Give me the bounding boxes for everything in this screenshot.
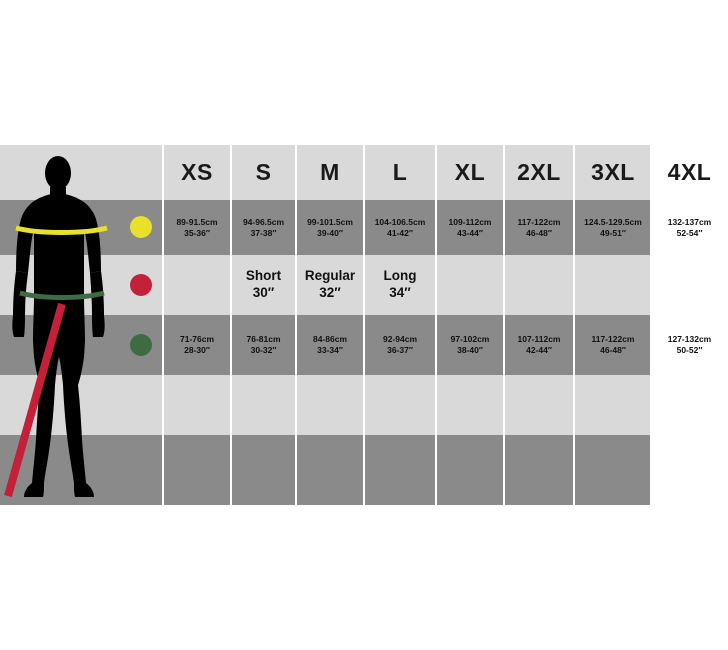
chest-cm-3xl: 124.5-129.5cm [584,216,642,227]
leg-cell-l [365,255,435,315]
leg-value-s: 30″ [252,285,275,300]
size-chart [0,145,712,505]
chest-cell-s [232,200,295,255]
chest-cm-xl: 109-112cm [448,216,492,227]
waist-cell-l [365,315,435,375]
waist-in-m: 33-34″ [317,345,343,355]
waist-cm-3xl: 117-122cm [591,334,635,345]
waist-cm-xl: 97-102cm [450,334,490,345]
size-header-s: S [255,159,272,185]
chest-cell-4xl [653,200,726,255]
leg-cell-2xl [505,255,573,315]
size-header-m: M [320,159,340,185]
size-column-2xl [503,145,573,505]
leg-cell-3xl [575,255,651,315]
waist-in-l: 36-37″ [387,345,413,355]
waist-in-xs: 28-30″ [184,345,210,355]
waist-cm-l: 92-94cm [382,334,418,345]
leg-value-m: 32″ [319,285,341,300]
waist-cm-m: 84-86cm [312,334,348,345]
leg-label-l: Long [383,268,417,284]
chest-cm-s: 94-96.5cm [242,216,285,227]
waist-cm-s: 76-81cm [246,334,281,345]
chest-cell-xs [164,200,230,255]
size-column-3xl [573,145,651,505]
chest-in-3xl: 49-51″ [600,227,626,238]
waist-measure-line [18,286,106,295]
chest-cell-xl [437,200,503,255]
waist-in-s: 30-32″ [250,345,277,355]
waist-in-3xl: 46-48″ [600,345,626,355]
chest-cm-m: 99-101.5cm [307,216,353,227]
waist-cm-4xl: 127-132cm [667,334,712,345]
leg-cell-xl [437,255,503,315]
inside-leg-measure-line [0,300,70,500]
leg-cell-s [232,255,295,315]
leg-label-m: Regular [304,268,356,284]
size-column-m [295,145,363,505]
size-header-2xl: 2XL [517,159,561,185]
waist-cell-m [297,315,363,375]
waist-cell-xl [437,315,503,375]
chest-cell-3xl [575,200,651,255]
waist-cell-s [232,315,295,375]
chest-in-4xl: 52-54″ [676,227,703,238]
waist-in-4xl: 50-52″ [676,345,703,355]
leg-label-s: Short [245,268,282,284]
size-column-xs [162,145,230,505]
leg-cell-4xl [653,255,726,315]
chest-cell-l [365,200,435,255]
waist-cm-xs: 71-76cm [179,334,215,345]
size-column-s [230,145,295,505]
waist-in-2xl: 42-44″ [526,345,552,355]
chest-cell-2xl [505,200,573,255]
waist-cm-2xl: 107-112cm [517,334,561,345]
size-column-xl [435,145,503,505]
chest-cell-m [297,200,363,255]
waist-cell-xs [164,315,230,375]
leg-cell-xs [164,255,230,315]
chest-cm-4xl: 132-137cm [667,216,712,227]
chest-in-2xl: 46-48″ [526,227,552,238]
chest-in-l: 41-42″ [387,227,413,238]
chest-in-xl: 43-44″ [457,227,483,238]
waist-cell-2xl [505,315,573,375]
chest-cm-xs: 89-91.5cm [176,216,218,227]
waist-cell-4xl [653,315,726,375]
chest-cm-l: 104-106.5cm [374,216,426,227]
chest-measure-line [14,221,109,230]
size-header-xs: XS [181,159,213,185]
size-column-l [363,145,435,505]
size-column-4xl [651,145,726,505]
leg-cell-m [297,255,363,315]
waist-cell-3xl [575,315,651,375]
leg-value-l: 34″ [389,285,411,300]
size-header-xl: XL [454,159,486,185]
size-header-3xl: 3XL [591,159,635,185]
waist-in-xl: 38-40″ [457,345,483,355]
size-grid [120,145,712,505]
size-header-l: L [392,159,408,185]
size-header-4xl: 4XL [667,159,712,185]
chest-in-m: 39-40″ [317,227,343,238]
chest-cm-2xl: 117-122cm [517,216,561,227]
chest-in-s: 37-38″ [250,227,277,238]
chest-in-xs: 35-36″ [184,227,210,238]
